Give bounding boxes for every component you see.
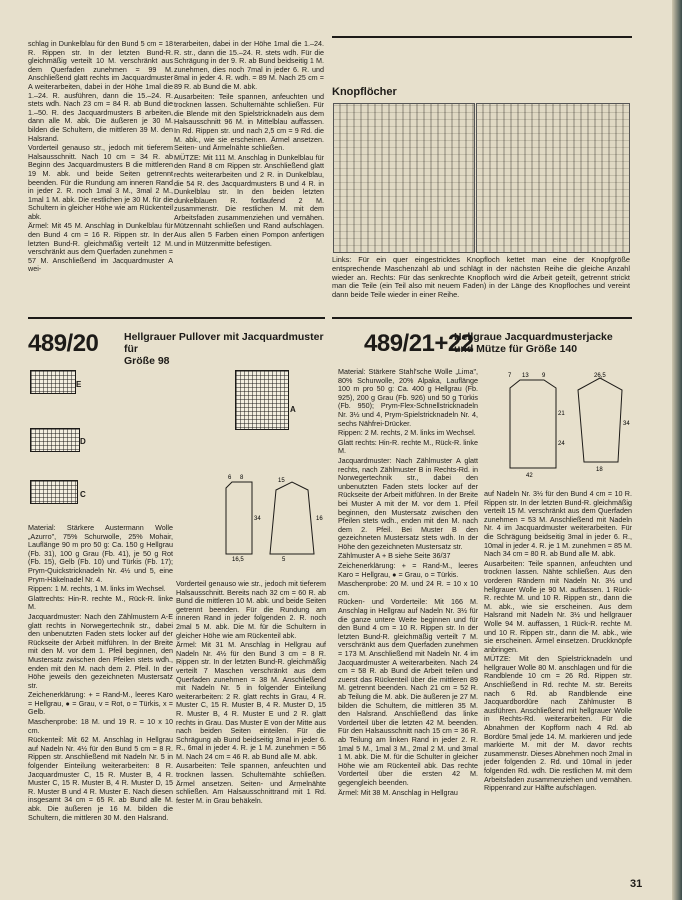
- paragraph: Maschenprobe: 20 M. und 24 R. = 10 x 10 cm.: [338, 579, 478, 597]
- dim-label: 7: [508, 373, 512, 379]
- paragraph: Zählmuster A + B siehe Seite 36/37: [338, 551, 451, 561]
- top-text-col2: [174, 40, 324, 249]
- dim-label: 16: [316, 516, 323, 522]
- paragraph: Material: Stärkere Stahl'sche Wolle „Lima", 80% Schurwolle, 20% Alpaka, Lauflänge 100 m pro 50 g: Ca. 400 g Hellgrau (Fb. 925), 200 g Grau (Fb. 926) und 50 g Türkis (Fb. 950); Prym-Flex-Schnellstricknadeln Nr. 3½ und 4, Prym-Spielstricknadeln Nr. 4, sechs Nähfrei-Drücker.: [338, 367, 478, 428]
- dim-label: 21: [558, 411, 565, 417]
- knopf-caption: Links: Für ein quer eingestricktes Knopfloch kettet man eine der Knopfgröße entsprechende Maschenzahl ab und schlägt in der nächsten Reihe die gleiche Anzahl wieder an. Rechts: Für das senkrechte Knopfloch wird die Arbeit geteilt, getrennt strickt man die Teile (ein Teil also mit neuem Faden) in der Länge des Knopfloches und vereint dann beide Teile wieder in einer Reihe.: [332, 255, 630, 300]
- chart-c: [30, 480, 78, 504]
- body-outline: [226, 482, 252, 554]
- dim-label: 18: [596, 467, 603, 473]
- paragraph: auf Nadeln Nr. 3½ für den Bund 4 cm = 10 R. Rippen str. In der letzten Bund-R. gleichmäßig verteilt 15 M. verschränkt aus dem Querfaden zunehmen = 53 M. Anschließend mit Nadeln Nr. 4 im Jacquardmuster weiterarbeiten. Für die Schrägung beidseitig 3mal in jeder 6. R., 10mal in jeder 4. R. je 1 M. zunehmen = 85 M. Nach 34 cm = 80 R. ab Bund alle M. abk.: [484, 489, 632, 559]
- page-spine: [672, 0, 682, 900]
- paragraph: schlag in Dunkelblau für den Bund 5 cm = 18 R. Rippen str. In der letzten Bund-R. gleichmäßig verteilt 10 M. verschränkt aus dem Querfaden zunehmen = 99 M. Anschließend glatt rechts im Jacquardmuster A weiterarbeiten, dabei in der Höhe 1mal die 1.–24. R. ausführen, dann die 15.–24. R. stets wdh. Nach 23 cm = 84 R. ab Bund die 1.–50. R. des Jacquardmusters B arbeiten, dann alle M. abk. Die äußeren je 30 M. bilden die Schultern, die mittleren 39 M. den Halsrand.: [28, 39, 173, 143]
- pattern-number: 489/21+22: [364, 330, 474, 357]
- paragraph: Ärmel: Mit 38 M. Anschlag in Hellgrau: [338, 787, 458, 797]
- dim-label: 5: [282, 557, 286, 562]
- paragraph: Rippen: 2 M. rechts, 2 M. links im Wechsel.: [338, 428, 476, 438]
- dim-label: 34: [254, 516, 261, 522]
- paragraph: terarbeiten, dabei in der Höhe 1mal die 1.–24. R. str., dann die 15.–24. R. stets wdh. Für die Schrägung in der 9. R. ab Bund beidseitig 1 M. zunehmen, dies noch 7mal in jeder 6. R. und 8mal in jeder 4. R. wdh. = 89 M. Nach 25 cm = 89 R. ab Bund die M. abk.: [174, 39, 324, 91]
- page-number: 31: [630, 878, 643, 890]
- paragraph: Maschenprobe: 18 M. und 19 R. = 10 x 10 cm.: [28, 717, 173, 735]
- paragraph: Glatt rechts: Hin-R. rechte M., Rück-R. linke M.: [338, 437, 478, 456]
- paragraph: Jacquardmuster: Nach Zählmuster A glatt rechts, nach Zählmuster B in Rechts-Rd. in Norwegertechnik str., dabei den unbenutzten Faden stets locker auf der Rückseite der Arbeit mitführen. In der Breite bei Muster A mit der M. vor dem 1. Pfeil beginnen, den Mustersatz zwischen den Pfeilen stets wdh., enden mit den M. nach dem 2. Pfeil. Bei Muster B den gezeichneten Mustersatz stets wdh. In der Höhe den gezeichneten Mustersatz str.: [338, 455, 478, 551]
- knopf-photo-right: [476, 103, 630, 253]
- dim-label: 42: [526, 473, 533, 479]
- paragraph: Ausarbeiten: Teile spannen, anfeuchten und trocknen lassen. Schulternähte schließen. Ärmel ansetzen. Seiten- und Ärmelnähte schließen. Am Halsausschnittrand mit 1 Rd. fester M. in Grau behäkeln.: [176, 761, 326, 805]
- pullover-schematic: [218, 470, 326, 562]
- paragraph: MÜTZE: Mit den Spielstricknadeln und hellgrauer Wolle 80 M. anschlagen und für die Randblende 10 cm = 26 Rd. Rippen str. Anschließend in Rd. rechte M. str. Bereits nach 6 Rd. ab Randblende eine Jacquardbordüre nach Zählmuster B ausführen. Anschließend mit hellgrauer Wolle in Rechts-Rd. weiterarbeiten. Für die Abnahmen der Kopfform nach 4 Rd. ab Bordüre 5mal jede 14. M. markieren und jede markierte M. mit der M. davor rechts zusammenstr. Dieses Abnehmen noch 2mal in jeder folgenden 2. Rd. und 10mal in jeder folgenden Rd. wdh. Die restlichen M. mit dem Arbeitsfaden zusammenziehen und vernähen. Rippenrand zur Hälfte aufschlagen.: [484, 654, 632, 793]
- pattern-number: 489/20: [28, 330, 99, 357]
- paragraph: MÜTZE: Mit 111 M. Anschlag in Dunkelblau für den Rand 8 cm Rippen str. Anschließend glatt rechts weiterarbeiten und 2 R. in Dunkelblau, die 54 R. des Jacquardmusters B und 4 R. in Dunkelblau str. In den beiden letzten dunkelblauen R. fortlaufend 2 M. zusammenstr. Die restlichen M. mit dem Arbeitsfaden zusammenziehen und vernähen. Mützennaht schließen und Rand aufschlagen. Aus allen 5 Farben einen Pompon anfertigen und in Mützenmitte befestigen.: [174, 152, 324, 248]
- paragraph: Rückenteil: Mit 62 M. Anschlag in Hellgrau auf Nadeln Nr. 4½ für den Bund 5 cm = 8 R. Rippen str. Anschließend mit Nadeln Nr. 5 in folgender Einteilung weiterarbeiten: 8 R. Jacquardmuster C, 15 R. Muster B, 4 R. Muster C, 15 R. Muster B, 4 R. Muster D, 15 R. Muster B und 4 R. Muster E. Nach diesen insgesamt 34 cm = 65 R. ab Bund alle M. abk. Die äußeren je 16 M. bilden die Schultern, die mittleren 30 M. den Halsrand.: [28, 735, 173, 822]
- chart-label: D: [80, 437, 86, 446]
- dim-label: 13: [522, 373, 529, 379]
- chart-d: [30, 428, 80, 452]
- dim-label: 26,5: [594, 373, 606, 379]
- pullover-text-col2: [176, 580, 326, 806]
- section-rule-left: [28, 317, 325, 319]
- sleeve-outline: [270, 482, 314, 554]
- paragraph: Vorderteil genauso str., jedoch mit tieferem Halsausschnitt. Nach 10 cm = 34 R. ab Beginn des Jacquardmusters B die mittleren 19 M. abk. und beide Seiten getrennt beenden. Für die Rundung am inneren Rand in jeder 2. R. noch 1mal 3 M., 3mal 2 M., 1mal 1 M. abk. Die restlichen je 30 M. für die Schultern in gleicher Höhe wie am Rückenteil abk.: [28, 143, 173, 221]
- paragraph: Material: Stärkere Austermann Wolle „Azurro", 75% Schurwolle, 25% Mohair, Lauflänge 90 m pro 50 g: Ca. 150 g Hellgrau (Fb. 31), 100 g Grau (Fb. 41), je 50 g Rot (Fb. 15), Gelb (Fb. 10) und Türkis (Fb. 17); Prym-Quickstricknadeln Nr. 4½ und 5, eine Prym-Häkelnadel Nr. 4.: [28, 523, 173, 584]
- knopf-title: Knopflöcher: [332, 86, 397, 98]
- section-rule-right: [332, 317, 632, 319]
- paragraph: Ärmel: Mit 31 M. Anschlag in Hellgrau auf Nadeln Nr. 4½ für den Bund 3 cm = 8 R. Rippen str. In der letzten Bund-R. gleichmäßig verteilt 7 Maschen verschränkt aus dem Querfaden zunehmen = 38 M. Anschließend mit Nadeln Nr. 5 in folgender Einteilung weiterarbeiten: 2 R. glatt rechts in Grau, 4 R. Muster C, 15 R. Muster B, 4 R. Muster D, 15 R. Muster B, 4 R. Muster E und 2 R. glatt rechts in Grau. Das Muster E von der Mitte aus nach beiden Seiten einteilen. Für die Schrägung ab Bund beidseitig 3mal in jeder 6. R., 6mal in jeder 4. R. je 1 M. zunehmen = 56 M. Nach 24 cm = 46 R. ab Bund alle M. abk.: [176, 640, 326, 761]
- title-line: Hellgraue Jacquardmusterjacke: [454, 331, 613, 343]
- title-line: Größe 98: [124, 355, 170, 367]
- chart-label: E: [76, 380, 82, 389]
- paragraph: Zeichenerklärung: + = Rand-M., leeres Karo = Hellgrau, ● = Grau, o = Türkis.: [338, 561, 478, 579]
- dim-label: 24: [558, 441, 565, 447]
- jacke-schematic: [502, 370, 632, 480]
- body-outline: [510, 380, 556, 468]
- top-text-col1: [28, 40, 173, 275]
- pullover-text-col1: [28, 524, 173, 823]
- dim-label: 34: [623, 421, 630, 427]
- paragraph: Ärmel: Mit 45 M. Anschlag in Dunkelblau für den Bund 4 cm = 16 R. Rippen str. In der letzten Bund-R. gleichmäßig verteilt 12 M. verschränkt aus dem Querfaden zunehmen = 57 M. Anschließend im Jacquardmuster A wei-: [28, 221, 173, 274]
- paragraph: Ausarbeiten: Teile spannen, anfeuchten und trocknen lassen. Schulternähte schließen. Für die Blende mit den Spielstricknadeln aus dem Halsausschnitt 96 M. in Mittelblau auffassen. In Rd. Rippen str. und nach 2,5 cm = 9 Rd. die M. abk., wie sie erscheinen. Ärmel ansetzen. Seiten- und Ärmelnähte schließen.: [174, 91, 324, 153]
- jacke-text-col2: [484, 490, 632, 794]
- paragraph: Jacquardmuster: Nach den Zählmustern A-E glatt rechts in Norwegertechnik str., dabei den unbenutzten Faden stets locker auf der Rückseite der Arbeit mitführen. In der Breite mit den M. vor dem 1. Pfeil beginnen, den Mustersatz zwischen den Pfeilen stets wdh., enden mit den M. nach dem 2. Pfeil. In der Höhe jeweils den gezeichneten Mustersatz str.: [28, 611, 173, 690]
- paragraph: Vorderteil genauso wie str., jedoch mit tieferem Halsausschnitt. Bereits nach 32 cm = 60 R. ab Bund die mittleren 10 M. abk. und beide Seiten getrennt beenden. Für die Rundung am inneren Rand in jeder folgenden 2. R. noch 2mal 5 M. abk. Die M. für die Schultern in gleicher Höhe wie am Rückenteil abk.: [176, 579, 326, 640]
- knopf-photo-left: [333, 103, 475, 253]
- chart-label: C: [80, 490, 86, 499]
- paragraph: Rücken- und Vorderteile: Mit 166 M. Anschlag in Hellgrau auf Nadeln Nr. 3½ für die ganze untere Weite beginnen und für den Bund 4 cm = 10 R. Rippen str. In der letzten Bund-R. gleichmäßig verteilt 7 M. verschränkt aus dem Querfaden zunehmen = 173 M. Anschließend mit Nadeln Nr. 4 im Jacquardmuster A weiterarbeiten. Nach 24 cm = 58 R. ab Bund die Arbeit teilen und zuerst das Rückenteil über die mittleren 89 M. getrennt beenden. Nach 21 cm = 52 R. ab Teilung die M. abk. Die äußeren je 27 M. bilden die Schultern, die mittleren 35 M. den Halsrand. Anschließend das linke Vorderteil über die letzten 42 M. beenden. Für den Halsausschnitt nach 15 cm = 36 R. ab Teilung am linken Rand in jeder 2. R. 1mal 5 M., 1mal 3 M., 2mal 2 M. und 3mal 1 M. abk. Die M. für die Schulter in gleicher Höhe wie am Rückenteil abk. Das rechte Vorderteil über die ersten 42 M. gegengleich beenden.: [338, 597, 478, 787]
- title-line: Hellgrauer Pullover mit Jacquardmuster für: [124, 331, 324, 355]
- jacke-text-col1: [338, 368, 478, 798]
- paragraph: Rippen: 1 M. rechts, 1 M. links im Wechsel.: [28, 584, 166, 594]
- pattern-title: [454, 331, 634, 355]
- chart-a: [235, 370, 289, 430]
- rule: [332, 36, 632, 38]
- paragraph: Ausarbeiten: Teile spannen, anfeuchten und trocknen lassen. Nähte schließen. Aus den vorderen Rändern mit Nadeln Nr. 3½ und hellgrauer Wolle je 90 M. auffassen. 1 Rück-R. rechte M. und 10 R. Rippen str., dann die M. abk., wie sie erscheinen. Aus dem Halsrand mit Nadeln Nr. 3½ und hellgrauer Wolle 94 M. auffassen, 1 Rück-R. rechte M. und 10 R. Rippen str., dann die M. abk., wie sie erscheinen. Ärmel einsetzen. Druckknöpfe anbringen.: [484, 558, 632, 654]
- dim-label: 16,5: [232, 557, 244, 562]
- chart-label: A: [290, 405, 296, 414]
- paragraph: Zeichenerklärung: + = Rand-M., leeres Karo = Hellgrau, ● = Grau, v = Rot, o = Türkis, x = Gelb.: [28, 690, 173, 717]
- pattern-title: [124, 331, 324, 367]
- dim-label: 15: [278, 478, 285, 484]
- title-line: und Mütze für Größe 140: [454, 343, 578, 355]
- sleeve-outline: [578, 378, 622, 462]
- dim-label: 8: [240, 475, 244, 481]
- dim-label: 9: [542, 373, 546, 379]
- chart-e: [30, 370, 76, 394]
- dim-label: 6: [228, 475, 232, 481]
- paragraph: Glattrechts: Hin-R. rechte M., Rück-R. linke M.: [28, 593, 173, 612]
